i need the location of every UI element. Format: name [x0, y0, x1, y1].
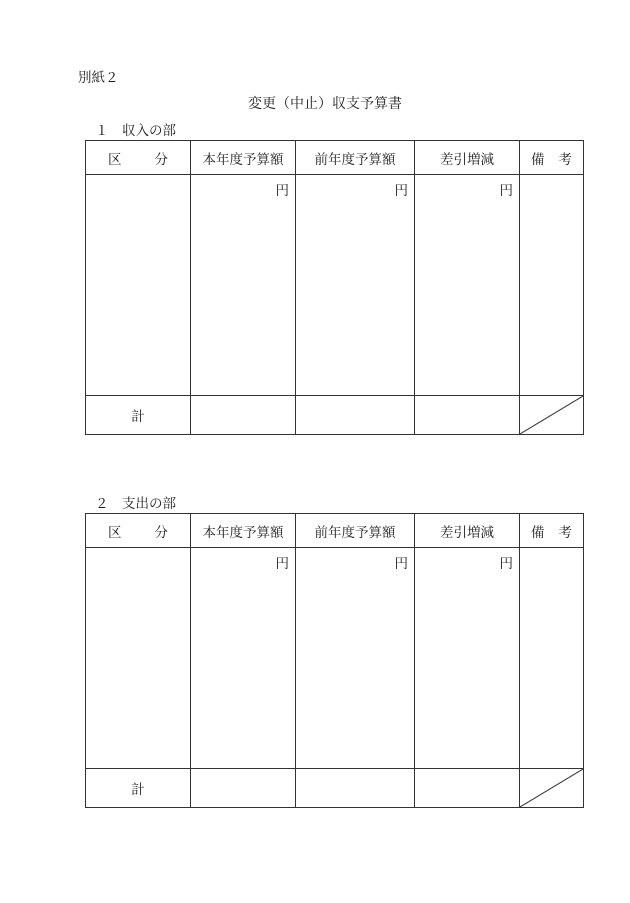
section-heading-expenditure: ２ 支出の部: [95, 496, 176, 512]
total-difference: [415, 769, 520, 808]
cell-difference: [415, 175, 520, 396]
table-body-row: [86, 548, 584, 769]
document-title: 変更（中止）収支予算書: [248, 96, 402, 112]
unit-label: 円: [394, 556, 408, 572]
table-body-row: [86, 175, 584, 396]
unit-label: 円: [394, 183, 408, 199]
cell-current-budget: [191, 548, 296, 769]
column-header-current-budget: 本年度予算額: [191, 141, 296, 175]
table-header-row: [86, 141, 584, 175]
cell-remarks: [520, 175, 584, 396]
cell-remarks: [520, 548, 584, 769]
diagonal-line: [520, 396, 583, 434]
cell-category: [86, 548, 191, 769]
column-header-remarks: 備 考: [520, 141, 584, 175]
table-total-row: [86, 396, 584, 435]
cell-category: [86, 175, 191, 396]
column-header-difference: 差引増減: [415, 141, 520, 175]
total-remarks-diagonal: [520, 769, 584, 808]
total-previous-budget: [296, 396, 415, 435]
table-total-row: [86, 769, 584, 808]
section-heading-income: １ 収入の部: [95, 123, 176, 139]
expenditure-table: [85, 513, 584, 808]
unit-label: 円: [275, 556, 289, 572]
cell-previous-budget: [296, 175, 415, 396]
total-remarks-diagonal: [520, 396, 584, 435]
column-header-category: 区 分: [86, 141, 191, 175]
cell-current-budget: [191, 175, 296, 396]
cell-previous-budget: [296, 548, 415, 769]
unit-label: 円: [275, 183, 289, 199]
attachment-label: 別紙２: [78, 70, 119, 86]
column-header-previous-budget: 前年度予算額: [296, 514, 415, 548]
total-label: 計: [86, 396, 191, 435]
total-difference: [415, 396, 520, 435]
diagonal-line: [520, 769, 583, 807]
total-label: 計: [86, 769, 191, 808]
column-header-previous-budget: 前年度予算額: [296, 141, 415, 175]
total-current-budget: [191, 769, 296, 808]
total-current-budget: [191, 396, 296, 435]
column-header-difference: 差引増減: [415, 514, 520, 548]
column-header-remarks: 備 考: [520, 514, 584, 548]
total-previous-budget: [296, 769, 415, 808]
income-table: [85, 140, 584, 435]
table-header-row: [86, 514, 584, 548]
unit-label: 円: [499, 183, 513, 199]
cell-difference: [415, 548, 520, 769]
column-header-category: 区 分: [86, 514, 191, 548]
column-header-current-budget: 本年度予算額: [191, 514, 296, 548]
unit-label: 円: [499, 556, 513, 572]
